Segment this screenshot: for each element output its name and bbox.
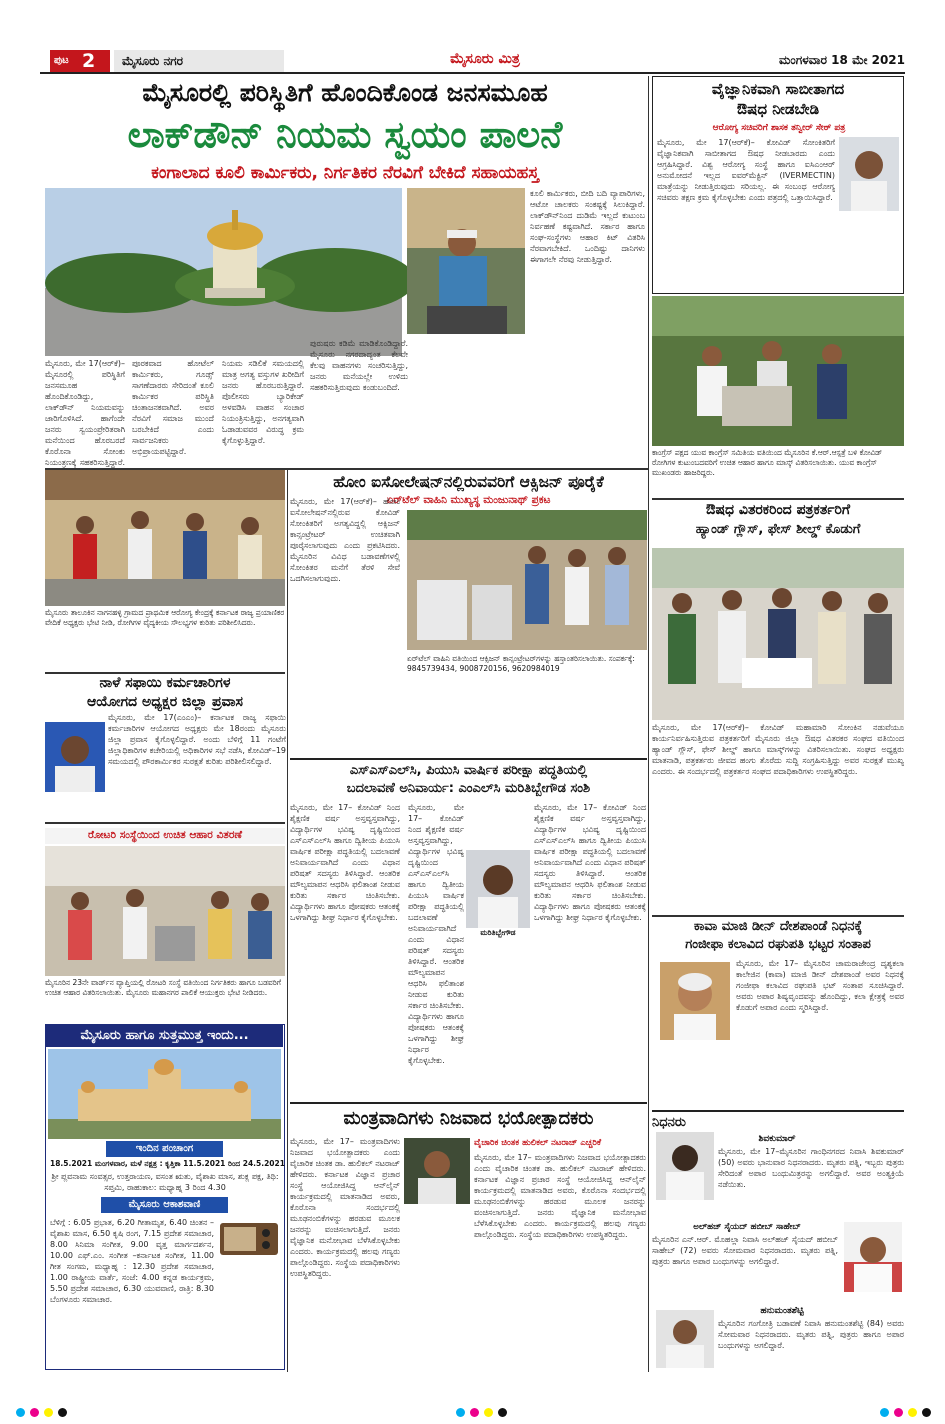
oxygen-body: ಮೈಸೂರು, ಮೇ 17(ಆರ್‌ಕೆ)– ಹೋಂ ಐಸೋಲೇಷನ್‌ನಲ್ಲಿರುವ ಕೋವಿಡ್ ಸೋಂಕಿತರಿಗೆ ಅಗತ್ಯವಿದ್ದಲ್ಲಿ ಆಕ್ಸಿಜನ್ ಕಾನ್ಸಂಟ್ರೇಟರ್ ಉಚಿತವಾಗಿ ಪೂರೈಸಲಾಗುವುದು ಎಂದು ಪ್ರಕಟಿಸಿದರು. ಮೈಸೂರಿನ ವಿವಿಧ ಬಡಾವಣೆಗಳಲ್ಲಿ ಸೋಂಕಿತರ ಮನೆಗೆ ತೆರಳಿ ಸೇವೆ ಒದಗಿಸಲಾಗುವುದು. [290,497,400,583]
safai-body: ಮೈಸೂರು, ಮೇ 17(ಎಂಎಂ)– ಕರ್ನಾಟಕ ರಾಜ್ಯ ಸಫಾಯಿ ಕರ್ಮಚಾರಿಗಳ ಆಯೋಗದ ಅಧ್ಯಕ್ಷರು ಮೇ 18ರಂದು ಮೈಸೂರು ಜಿಲ್ಲಾ ಪ್ರವಾಸ ಕೈಗೊಳ್ಳಲಿದ್ದಾರೆ. ಅಂದು ಬೆಳಿಗ್ಗೆ 11 ಗಂಟೆಗೆ ಜಿಲ್ಲಾಧಿಕಾರಿಗಳ ಕಚೇರಿಯಲ್ಲಿ ಅಧಿಕಾರಿಗಳ ಸಭೆ ನಡೆಸಿ, ಕೋವಿಡ್–19 ಸಮಯದಲ್ಲಿ ಪೌರಕಾರ್ಮಿಕರ ಸುರಕ್ಷತೆ ಕುರಿತು ಪರಿಶೀಲಿಸಲಿದ್ದಾರೆ. [108,713,286,766]
mla-portrait [839,137,899,211]
page-label: ಪುಟ [54,55,69,66]
oxygen-photo-illustration [407,510,647,650]
issue-date: ಮಂಗಳವಾರ 18 ಮೇ 2021 [778,53,905,67]
lead-photo-worker [407,188,525,334]
page-number: 2 [82,50,96,72]
ivermectin-kicker: ಆರೋಗ್ಯ ಸಚಿವರಿಗೆ ಶಾಸಕ ತನ್ವೀರ್ ಸೇಠ್ ಪತ್ರ [712,123,846,133]
section-rule [45,672,285,674]
mlc-photo-caption: ಮರಿತಿಬ್ಬೇಗೌಡ [480,928,516,937]
lead-kicker: ಮೈಸೂರಲ್ಲಿ ಪರಿಸ್ಥಿತಿಗೆ ಹೊಂದಿಕೊಂಡ ಜನಸಮೂಹ [142,78,548,107]
rotary-photo [45,846,285,976]
tantric-story [290,1102,647,1372]
lead-column-2: ಪೂರಕವಾದ ಹೋಟೆಲ್ ಕಾರ್ಮಿಕರು, ಗೂಡ್ಸ್ ಸಾಗಣೆದಾರರು ಸೇರಿದಂತೆ ಕೂಲಿ ಕಾರ್ಮಿಕರ ಪರಿಸ್ಥಿತಿ ಚಿಂತಾಜನಕವಾಗಿದೆ. ಅವರ ನೆರವಿಗೆ ಸಮಾಜ ಮುಂದೆ ಬರಬೇಕಿದೆ ಎಂದು ಸಾರ್ವಜನಿಕರು ಅಭಿಪ್ರಾಯಪಟ್ಟಿದ್ದಾರೆ. [132,359,214,456]
page-header [40,48,905,74]
natraj-photo-illustration [404,1138,470,1204]
palace-photo-illustration [48,1049,281,1139]
registration-dot-cyan [456,1408,465,1417]
today-box [45,1024,285,1370]
ivermectin-headline-1: ವೈಜ್ಞಾನಿಕವಾಗಿ ಸಾಬೀತಾಗದ [711,80,845,98]
radio-icon [218,1217,280,1257]
rural-health-photo-illustration [45,470,285,606]
obit-portrait-2-illustration [844,1222,902,1292]
congress-photo-illustration [652,296,904,446]
journalists-photo-illustration [652,548,904,720]
safai-headline-1: ನಾಳೆ ಸಫಾಯಿ ಕರ್ಮಚಾರಿಗಳ [99,675,231,691]
obit-body-1: ಮೈಸೂರು, ಮೇ 17–ಮೈಸೂರಿನ ಗಾಂಧಿನಗರದ ನಿವಾಸಿ ಶಿವಕುಮಾರ್ (50) ಅವರು ಭಾನುವಾರ ನಿಧನರಾದರು. ಮೃತರು ಪತ್ನಿ, ಇಬ್ಬರು ಪುತ್ರರು ಸೇರಿದಂತೆ ಅಪಾರ ಬಂಧುಮಿತ್ರರನ್ನು ಅಗಲಿದ್ದಾರೆ. ಅವರ ಅಂತ್ಯಕ್ರಿಯೆ ನಡೆಯಿತು. [718,1147,904,1189]
registration-dot-black [58,1408,67,1417]
registration-dot-yellow [908,1408,917,1417]
ivermectin-body: ಮೈಸೂರು, ಮೇ 17(ಆರ್‌ಕೆ)– ಕೋವಿಡ್ ಸೋಂಕಿತರಿಗೆ ವೈಜ್ಞಾನಿಕವಾಗಿ ಸಾಬೀತಾಗದ ಔಷಧ ನೀಡಬಾರದು ಎಂದು ಆಗ್ರಹಿಸಿದ್ದಾರೆ. ವಿಶ್ವ ಆರೋಗ್ಯ ಸಂಸ್ಥೆ ಹಾಗೂ ಐಸಿಎಂಆರ್ ಅನುಮೋದನೆ ಇಲ್ಲದ ಐವರ್‌ಮೆಕ್ಟಿನ್ (IVERMECTIN) ಮಾತ್ರೆಯನ್ನು ನೀಡುತ್ತಿರುವುದು ಸರಿಯಲ್ಲ. ಈ ಸಂಬಂಧ ಆರೋಗ್ಯ ಸಚಿವರು ತಕ್ಷಣ ಕ್ರಮ ಕೈಗೊಳ್ಳಬೇಕು ಎಂದು ಪತ್ರದಲ್ಲಿ ಒತ್ತಾಯಿಸಿದ್ದಾರೆ. [657,138,835,202]
obit-deshpande-headline-1: ಕಾವಾ ಮಾಜಿ ಡೀನ್ ದೇಶಪಾಂಡೆ ನಿಧನಕ್ಕೆ [693,919,863,934]
obituaries [652,1110,904,1372]
registration-dot-magenta [30,1408,39,1417]
oxygen-photo [407,510,647,650]
lead-photo-park [45,188,402,356]
park-photo-illustration [45,188,402,356]
obit-deshpande-body: ಮೈಸೂರು, ಮೇ 17– ಮೈಸೂರಿನ ಚಾಮರಾಜೇಂದ್ರ ದೃಶ್ಯಕಲಾ ಕಾಲೇಜಿನ (ಕಾವಾ) ಮಾಜಿ ಡೀನ್ ದೇಶಪಾಂಡೆ ಅವರ ನಿಧನಕ್ಕೆ ಗಂಜೀಫಾ ಕಲಾವಿದ ರಘುಪತಿ ಭಟ್ ಸಂತಾಪ ಸೂಚಿಸಿದ್ದಾರೆ. ಅವರು ಅಪಾರ ಶಿಷ್ಯವೃಂದವನ್ನು ಹೊಂದಿದ್ದು, ಕಲಾ ಕ್ಷೇತ್ರಕ್ಕೆ ಅವರ ಕೊಡುಗೆ ಅಪಾರ ಎಂದು ಸ್ಮರಿಸಿದ್ದಾರೆ. [736,959,904,1012]
radio-schedule: ಬೆಳಿಗ್ಗೆ : 6.05 ಪ್ರಭಾತ, 6.20 ಗೀತಾಮೃತ, 6.40 ಚಿಂತನ –ವೈಶಾಖ ಮಾಸ, 6.50 ಕೃಷಿ ರಂಗ, 7.15 ಪ್ರದೇಶ ಸಮಾಚಾರ, 8.00 ಸಿನಿಮಾ ಸಂಗೀತ, 9.00 ವೃತ್ತ ಮಾರ್ಗದರ್ಶನ, 10.00 ಎಫ್.ಎಂ. ಸಂಗೀತ –ಕರ್ನಾಟಕ ಸಂಗೀತ, 11.00 ಗೀತ ಸಂಗಮ, ಮಧ್ಯಾಹ್ನ : 12.30 ಪ್ರದೇಶ ಸಮಾಚಾರ, 1.00 ರಾಷ್ಟ್ರೀಯ ವಾರ್ತೆ, ಸಂಜೆ: 4.00 ಕನ್ನಡ ಕಾರ್ಯಕ್ರಮ, 5.50 ಪ್ರದೇಶ ಸಮಾಚಾರ, 6.30 ಯುವವಾಣಿ, ರಾತ್ರಿ: 8.30 ಬೆಂಗಳೂರು ಸಮಾಚಾರ. [50,1218,214,1304]
column-rule [648,76,649,1372]
lead-subhead: ಕಂಗಾಲಾದ ಕೂಲಿ ಕಾರ್ಮಿಕರು, ನಿರ್ಗತಿಕರ ನೆರವಿಗೆ ಬೇಕಿದೆ ಸಹಾಯಹಸ್ತ [151,163,539,183]
obit-portrait-1-illustration [656,1132,714,1200]
obit-name-3: ಹನುಮಂತಶೆಟ್ಟಿ [760,1306,804,1316]
ivermectin-story [652,76,904,294]
registration-dot-black [922,1408,931,1417]
panchanga-title: ಇಂದಿನ ಪಂಚಾಂಗ [106,1141,223,1157]
journalists-headline-2: ಹ್ಯಾಂಡ್ ಗ್ಲೌಸ್, ಫೇಸ್ ಶೀಲ್ಡ್ ಕೊಡುಗೆ [695,522,861,537]
rotary-headline: ರೋಟರಿ ಸಂಸ್ಥೆಯಿಂದ ಉಚಿತ ಆಹಾರ ವಿತರಣೆ [87,829,243,841]
masthead: ಮೈಸೂರು ಮಿತ್ರ [450,51,520,67]
tantric-kicker: ವೈಚಾರಿಕ ಚಿಂತಕ ಹುಲಿಕಲ್ ನಟರಾಜ್ ಎಚ್ಚರಿಕೆ [474,1138,602,1148]
sslc-body-col-3: ಮೈಸೂರು, ಮೇ 17– ಕೋವಿಡ್ ನಿಂದ ಶೈಕ್ಷಣಿಕ ವರ್ಷ ಅಸ್ತವ್ಯಸ್ತವಾಗಿದ್ದು, ವಿದ್ಯಾರ್ಥಿಗಳ ಭವಿಷ್ಯ ದೃಷ್ಟಿಯಿಂದ ಎಸ್‌ಎಸ್‌ಎಲ್‌ಸಿ ಹಾಗೂ ದ್ವಿತೀಯ ಪಿಯುಸಿ ವಾರ್ಷಿಕ ಪರೀಕ್ಷಾ ಪದ್ಧತಿಯಲ್ಲಿ ಬದಲಾವಣೆ ಅನಿವಾರ್ಯವಾಗಿದೆ ಎಂದು ವಿಧಾನ ಪರಿಷತ್ ಸದಸ್ಯರು ತಿಳಿಸಿದ್ದಾರೆ. ಆಂತರಿಕ ಮೌಲ್ಯಮಾಪನ ಆಧರಿಸಿ ಫಲಿತಾಂಶ ನೀಡುವ ಕುರಿತು ಸರ್ಕಾರ ಚಿಂತಿಸಬೇಕು. ವಿದ್ಯಾರ್ಥಿಗಳು ಹಾಗೂ ಪೋಷಕರು ಆತಂಕಕ್ಕೆ ಒಳಗಾಗಿದ್ದು ಶೀಘ್ರ ನಿರ್ಧಾರ ಕೈಗೊಳ್ಳಬೇಕು. [534,803,646,922]
section-rule [45,468,648,470]
congress-caption: ಕಾಂಗ್ರೆಸ್ ಪಕ್ಷದ ಯುವ ಕಾಂಗ್ರೆಸ್ ಸಮಿತಿಯ ವತಿಯಿಂದ ಮೈಸೂರಿನ ಕೆ.ಆರ್.ಆಸ್ಪತ್ರೆ ಬಳಿ ಕೋವಿಡ್ ರೋಗಿಗಳ ಕುಟುಂಬದವರಿಗೆ ಉಚಿತ ಆಹಾರ ಹಾಗೂ ಮಾಸ್ಕ್ ವಿತರಿಸಲಾಯಿತು. ಯುವ ಕಾಂಗ್ರೆಸ್ ಮುಖಂಡರು ಹಾಜರಿದ್ದರು. [652,448,883,477]
column-rule [287,470,288,1372]
panchanga-date: 18.5.2021 ಮಂಗಳವಾರ, ಮಳೆ ನಕ್ಷತ್ರ : ಕೃತ್ತಿಕಾ 11.5.2021 ರಿಂದ 24.5.2021 [50,1159,285,1168]
palace-photo [48,1049,281,1139]
registration-dot-yellow [44,1408,53,1417]
obituaries-title: ನಿಧನರು [652,1115,686,1130]
journalists-photo [652,548,904,720]
journalists-headline-1: ಔಷಧ ವಿತರಕರಿಂದ ಪತ್ರಕರ್ತರಿಗೆ [705,502,851,518]
mla-portrait-illustration [839,137,899,211]
registration-dot-black [498,1408,507,1417]
obit-portrait-3 [656,1310,714,1368]
chairman-portrait-illustration [45,722,105,792]
tantric-body-col-2: ಮೈಸೂರು, ಮೇ 17– ಮಂತ್ರವಾದಿಗಳು ನಿಜವಾದ ಭಯೋತ್ಪಾದಕರು ಎಂದು ವೈಚಾರಿಕ ಚಿಂತಕ ಡಾ. ಹುಲಿಕಲ್ ನಟರಾಜ್ ಹೇಳಿದರು. ಕರ್ನಾಟಕ ವಿಜ್ಞಾನ ಪ್ರಚಾರ ಸಂಸ್ಥೆ ಆಯೋಜಿಸಿದ್ದ ಆನ್‌ಲೈನ್ ಕಾರ್ಯಕ್ರಮದಲ್ಲಿ ಮಾತನಾಡಿದ ಅವರು, ಕೊರೊನಾ ಸಂದರ್ಭದಲ್ಲಿ ಮೂಢನಂಬಿಕೆಗಳನ್ನು ಹರಡುವ ಮೂಲಕ ಜನರನ್ನು ವಂಚಿಸಲಾಗುತ್ತಿದೆ. ಜನರು ವೈಜ್ಞಾನಿಕ ಮನೋಭಾವ ಬೆಳೆಸಿಕೊಳ್ಳಬೇಕು ಎಂದರು. ಕಾರ್ಯಕ್ರಮದಲ್ಲಿ ಹಲವು ಗಣ್ಯರು ಪಾಲ್ಗೊಂಡಿದ್ದರು. ಸಂಸ್ಥೆಯ ಪದಾಧಿಕಾರಿಗಳು ಉಪಸ್ಥಿತರಿದ್ದರು. [474,1153,646,1239]
obit-portrait-3-illustration [656,1310,714,1368]
oxygen-kicker: ಏರ್‌ಟೆಲ್ ವಾಹಿನಿ ಮುಖ್ಯಸ್ಥ ಮಂಜುನಾಥ್ ಪ್ರಕಟ [386,494,551,506]
radio-title: ಮೈಸೂರು ಆಕಾಶವಾಣಿ [101,1197,228,1213]
registration-dot-yellow [484,1408,493,1417]
panchanga-body: ಶ್ರೀ ಪ್ಲವನಾಮ ಸಂವತ್ಸರ, ಉತ್ತರಾಯಣ, ವಸಂತ ಋತು, ವೈಶಾಖ ಮಾಸ, ಶುಕ್ಲ ಪಕ್ಷ, ತಿಥಿ: ಸಪ್ತಮಿ, ರಾಹುಕಾಲ: ಮಧ್ಯಾಹ್ನ 3 ರಿಂದ 4.30 [51,1172,279,1192]
congress-photo [652,296,904,446]
natraj-photo [404,1138,470,1204]
mlc-portrait-illustration [466,850,530,928]
tantric-body-col-1: ಮೈಸೂರು, ಮೇ 17– ಮಂತ್ರವಾದಿಗಳು ನಿಜವಾದ ಭಯೋತ್ಪಾದಕರು ಎಂದು ವೈಚಾರಿಕ ಚಿಂತಕ ಡಾ. ಹುಲಿಕಲ್ ನಟರಾಜ್ ಹೇಳಿದರು. ಕರ್ನಾಟಕ ವಿಜ್ಞಾನ ಪ್ರಚಾರ ಸಂಸ್ಥೆ ಆಯೋಜಿಸಿದ್ದ ಆನ್‌ಲೈನ್ ಕಾರ್ಯಕ್ರಮದಲ್ಲಿ ಮಾತನಾಡಿದ ಅವರು, ಕೊರೊನಾ ಸಂದರ್ಭದಲ್ಲಿ ಮೂಢನಂಬಿಕೆಗಳನ್ನು ಹರಡುವ ಮೂಲಕ ಜನರನ್ನು ವಂಚಿಸಲಾಗುತ್ತಿದೆ. ಜನರು ವೈಜ್ಞಾನಿಕ ಮನೋಭಾವ ಬೆಳೆಸಿಕೊಳ್ಳಬೇಕು ಎಂದರು. ಕಾರ್ಯಕ್ರಮದಲ್ಲಿ ಹಲವು ಗಣ್ಯರು ಪಾಲ್ಗೊಂಡಿದ್ದರು. ಸಂಸ್ಥೆಯ ಪದಾಧಿಕಾರಿಗಳು ಉಪಸ್ಥಿತರಿದ್ದರು. [290,1137,400,1278]
ivermectin-headline-2: ಔಷಧ ನೀಡಬೇಡಿ [736,100,820,118]
lead-column-3: ನಿಯಮ ಸಡಿಲಿಕೆ ಸಮಯದಲ್ಲಿ ಮಾತ್ರ ಅಗತ್ಯ ವಸ್ತುಗಳ ಖರೀದಿಗೆ ಜನರು ಹೊರಬರುತ್ತಿದ್ದಾರೆ. ಪೊಲೀಸರು ಬ್ಯಾರಿಕೇಡ್ ಅಳವಡಿಸಿ ವಾಹನ ಸಂಚಾರ ನಿಯಂತ್ರಿಸುತ್ತಿದ್ದು, ಅನಗತ್ಯವಾಗಿ ಓಡಾಡುವವರ ವಿರುದ್ಧ ಕ್ರಮ ಕೈಗೊಳ್ಳುತ್ತಿದ್ದಾರೆ. [222,359,304,445]
sslc-headline-1: ಎಸ್‌ಎಸ್‌ಎಲ್‌ಸಿ, ಪಿಯುಸಿ ವಾರ್ಷಿಕ ಪರೀಕ್ಷಾ ಪದ್ಧತಿಯಲ್ಲಿ [349,763,588,778]
oxygen-caption: ಏರ್‌ಟೆಲ್ ವಾಹಿನಿ ವತಿಯಿಂದ ಆಕ್ಸಿಜನ್ ಕಾನ್ಸಂಟ್ರೇಟರ್‌ಗಳನ್ನು ಹಸ್ತಾಂತರಿಸಲಾಯಿತು. ಸಂಪರ್ಕಕ್ಕೆ: 9845739434, 9008720156, 9620984019 [407,654,635,673]
safai-chairman-portrait [45,722,105,792]
registration-dot-magenta [894,1408,903,1417]
obit-body-2: ಮೈಸೂರಿನ ಎನ್.ಆರ್. ಮೊಹಲ್ಲಾ ನಿವಾಸಿ ಅಲ್‌ಹಜ್ ಸೈಯದ್ ಹಬೀಬ್ ಸಾಹೇಬ್ (72) ಅವರು ಸೋಮವಾರ ನಿಧನರಾದರು. ಮೃತರು ಪತ್ನಿ, ಪುತ್ರರು ಹಾಗೂ ಅಪಾರ ಬಂಧುಗಳನ್ನು ಅಗಲಿದ್ದಾರೆ. [652,1235,838,1266]
page-number-badge [50,50,110,72]
rotary-caption: ಮೈಸೂರಿನ 23ನೇ ವಾರ್ಡ್‌ನ ವ್ಯಾಪ್ತಿಯಲ್ಲಿ ರೋಟರಿ ಸಂಸ್ಥೆ ವತಿಯಿಂದ ನಿರ್ಗತಿಕರು ಹಾಗೂ ಬಡವರಿಗೆ ಉಚಿತ ಆಹಾರ ವಿತರಿಸಲಾಯಿತು. ಮೈಸೂರು ಮಹಾನಗರ ಪಾಲಿಕೆ ಆಯುಕ್ತರು ಭೇಟಿ ನೀಡಿದರು. [45,978,282,997]
obit-body-3: ಮೈಸೂರಿನ ಗಂಗೋತ್ರಿ ಬಡಾವಣೆ ನಿವಾಸಿ ಹನುಮಂತಶೆಟ್ಟಿ (84) ಅವರು ಸೋಮವಾರ ನಿಧನರಾದರು. ಮೃತರು ಪತ್ನಿ, ಪುತ್ರರು ಹಾಗೂ ಅಪಾರ ಬಂಧುಗಳನ್ನು ಅಗಲಿದ್ದಾರೆ. [718,1319,904,1350]
rural-health-photo [45,470,285,606]
mlc-portrait [466,850,530,928]
sslc-story [290,758,647,1098]
lead-headline: ಲಾಕ್‌ಡೌನ್ ನಿಯಮ ಸ್ವಯಂ ಪಾಲನೆ [127,113,563,156]
lead-column-4: ಪುರುಷರು ಕಡಿಮೆ ಮಾಡಿಕೊಂಡಿದ್ದಾರೆ. ಮೈಸೂರು ನಗರದಾದ್ಯಂತ ಕೆಲವೇ ಕೆಲವು ವಾಹನಗಳು ಸಂಚರಿಸುತ್ತಿದ್ದು, ಜನರು ಮನೆಯಲ್ಲೇ ಉಳಿದು ಸಹಕರಿಸುತ್ತಿರುವುದು ಕಂಡುಬಂದಿದೆ. [310,339,408,392]
registration-dot-magenta [470,1408,479,1417]
obit-name-1: ಶಿವಕುಮಾರ್ [758,1134,796,1144]
lead-column-5: ಕೂಲಿ ಕಾರ್ಮಿಕರು, ಬೀದಿ ಬದಿ ವ್ಯಾಪಾರಿಗಳು, ಆಟೋ ಚಾಲಕರು ಸಂಕಷ್ಟಕ್ಕೆ ಸಿಲುಕಿದ್ದಾರೆ. ಲಾಕ್‌ಡೌನ್‌ನಿಂದ ದುಡಿಮೆ ಇಲ್ಲದೆ ಕುಟುಂಬ ನಿರ್ವಹಣೆ ಕಷ್ಟವಾಗಿದೆ. ಸರ್ಕಾರ ಹಾಗೂ ಸಂಘ-ಸಂಸ್ಥೆಗಳು ಆಹಾರ ಕಿಟ್ ವಿತರಿಸಿ ನೆರವಾಗಬೇಕಿದೆ. ಒಂದಿಷ್ಟು ದಾನಿಗಳು ಈಗಾಗಲೇ ನೆರವು ನೀಡುತ್ತಿದ್ದಾರೆ. [530,189,645,264]
obit-portrait-1 [656,1132,714,1200]
rotary-photo-illustration [45,846,285,976]
section-rule [652,498,904,500]
lead-column-1: ಮೈಸೂರು, ಮೇ 17(ಆರ್‌ಕೆ)– ಮೈಸೂರಲ್ಲಿ ಪರಿಸ್ಥಿತಿಗೆ ಜನಸಮೂಹ ಹೊಂದಿಕೊಂಡಿದ್ದು, ಲಾಕ್‌ಡೌನ್ ನಿಯಮವನ್ನು ಜಾರಿಗೊಳಿಸಿದೆ. ಹಾಗೆಂದೇ ಜನರು ಸ್ವಯಂಪ್ರೇರಿತರಾಗಿ ಮನೆಯಿಂದ ಹೊರಬರದೆ ಕೊರೊನಾ ಸೋಂಕು ನಿಯಂತ್ರಣಕ್ಕೆ ಸಹಕರಿಸುತ್ತಿದ್ದಾರೆ. [45,359,125,467]
oxygen-headline: ಹೋಂ ಐಸೋಲೇಷನ್‌ನಲ್ಲಿರುವವರಿಗೆ ಆಕ್ಸಿಜನ್ ಪೂರೈಕೆ [333,473,604,491]
sslc-headline-2: ಬದಲಾವಣೆ ಅನಿವಾರ್ಯ: ಎಂಎಲ್‌ಸಿ ಮರಿತಿಬ್ಬೇಗೌಡ ಸಂಶಿ [346,781,591,796]
rotary-headline-bar [45,828,285,844]
registration-dot-cyan [16,1408,25,1417]
radio-set-illustration [218,1217,280,1257]
section-name: ಮೈಸೂರು ನಗರ [114,50,284,72]
rural-health-caption: ಮೈಸೂರು ತಾಲೂಕಿನ ನಾಗನಹಳ್ಳಿ ಗ್ರಾಮದ ಪ್ರಾಥಮಿಕ ಆರೋಗ್ಯ ಕೇಂದ್ರಕ್ಕೆ ಕರ್ನಾಟಕ ರಾಜ್ಯ ಪ್ರಯಾಣಿಕರ ವೇದಿಕೆ ಅಧ್ಯಕ್ಷರು ಭೇಟಿ ನೀಡಿ, ರೋಗಿಗಳ ವೈದ್ಯಕೀಯ ಸೌಲಭ್ಯಗಳ ಕುರಿತು ಪರಿಶೀಲಿಸಿದರು. [45,608,285,627]
registration-dot-cyan [880,1408,889,1417]
journalists-body: ಮೈಸೂರು, ಮೇ 17(ಆರ್‌ಕೆ)– ಕೋವಿಡ್ ಮಹಾಮಾರಿ ಸೋಂಕಿನ ನಡುವೆಯೂ ಕಾರ್ಯನಿರ್ವಹಿಸುತ್ತಿರುವ ಪತ್ರಕರ್ತರಿಗೆ ಮೈಸೂರು ಜಿಲ್ಲಾ ಔಷಧ ವಿತರಕರ ಸಂಘದ ವತಿಯಿಂದ ಹ್ಯಾಂಡ್ ಗ್ಲೌಸ್, ಫೇಸ್ ಶೀಲ್ಡ್ ಹಾಗೂ ಮಾಸ್ಕ್‌ಗಳನ್ನು ವಿತರಿಸಲಾಯಿತು. ಸಂಘದ ಅಧ್ಯಕ್ಷರು ಮಾತನಾಡಿ, ಪತ್ರಕರ್ತರು ಜೀವದ ಹಂಗು ತೊರೆದು ಸುದ್ದಿ ಸಂಗ್ರಹಿಸುತ್ತಿದ್ದು ಅವರ ಸುರಕ್ಷತೆ ಮುಖ್ಯ ಎಂದರು. ಈ ಸಂದರ್ಭದಲ್ಲಿ ಪತ್ರಕರ್ತರ ಸಂಘದ ಪದಾಧಿಕಾರಿಗಳು ಉಪಸ್ಥಿತರಿದ್ದರು. [652,723,904,776]
obit-deshpande-headline-2: ಗಂಜೀಫಾ ಕಲಾವಿದ ರಘುಪತಿ ಭಟ್ಟರ ಸಂತಾಪ [685,937,871,952]
tantric-headline: ಮಂತ್ರವಾದಿಗಳು ನಿಜವಾದ ಭಯೋತ್ಪಾದಕರು [343,1108,594,1129]
sslc-body-col-1: ಮೈಸೂರು, ಮೇ 17– ಕೋವಿಡ್ ನಿಂದ ಶೈಕ್ಷಣಿಕ ವರ್ಷ ಅಸ್ತವ್ಯಸ್ತವಾಗಿದ್ದು, ವಿದ್ಯಾರ್ಥಿಗಳ ಭವಿಷ್ಯ ದೃಷ್ಟಿಯಿಂದ ಎಸ್‌ಎಸ್‌ಎಲ್‌ಸಿ ಹಾಗೂ ದ್ವಿತೀಯ ಪಿಯುಸಿ ವಾರ್ಷಿಕ ಪರೀಕ್ಷಾ ಪದ್ಧತಿಯಲ್ಲಿ ಬದಲಾವಣೆ ಅನಿವಾರ್ಯವಾಗಿದೆ ಎಂದು ವಿಧಾನ ಪರಿಷತ್ ಸದಸ್ಯರು ತಿಳಿಸಿದ್ದಾರೆ. ಆಂತರಿಕ ಮೌಲ್ಯಮಾಪನ ಆಧರಿಸಿ ಫಲಿತಾಂಶ ನೀಡುವ ಕುರಿತು ಸರ್ಕಾರ ಚಿಂತಿಸಬೇಕು. ವಿದ್ಯಾರ್ಥಿಗಳು ಹಾಗೂ ಪೋಷಕರು ಆತಂಕಕ್ಕೆ ಒಳಗಾಗಿದ್ದು ಶೀಘ್ರ ನಿರ್ಧಾರ ಕೈಗೊಳ್ಳಬೇಕು. [290,803,400,922]
obit-name-2: ಅಲ್‌ಹಜ್ ಸೈಯದ್ ಹಬೀಬ್ ಸಾಹೇಬ್ [693,1222,801,1232]
section-rule [45,822,285,824]
section-rule [652,915,904,917]
sslc-body-col-2: ಮೈಸೂರು, ಮೇ 17– ಕೋವಿಡ್ ನಿಂದ ಶೈಕ್ಷಣಿಕ ವರ್ಷ ಅಸ್ತವ್ಯಸ್ತವಾಗಿದ್ದು, ವಿದ್ಯಾರ್ಥಿಗಳ ಭವಿಷ್ಯ ದೃಷ್ಟಿಯಿಂದ ಎಸ್‌ಎಸ್‌ಎಲ್‌ಸಿ ಹಾಗೂ ದ್ವಿತೀಯ ಪಿಯುಸಿ ವಾರ್ಷಿಕ ಪರೀಕ್ಷಾ ಪದ್ಧತಿಯಲ್ಲಿ ಬದಲಾವಣೆ ಅನಿವಾರ್ಯವಾಗಿದೆ ಎಂದು ವಿಧಾನ ಪರಿಷತ್ ಸದಸ್ಯರು ತಿಳಿಸಿದ್ದಾರೆ. ಆಂತರಿಕ ಮೌಲ್ಯಮಾಪನ ಆಧರಿಸಿ ಫಲಿತಾಂಶ ನೀಡುವ ಕುರಿತು ಸರ್ಕಾರ ಚಿಂತಿಸಬೇಕು. ವಿದ್ಯಾರ್ಥಿಗಳು ಹಾಗೂ ಪೋಷಕರು ಆತಂಕಕ್ಕೆ ಒಳಗಾಗಿದ್ದು ಶೀಘ್ರ ನಿರ್ಧಾರ ಕೈಗೊಳ್ಳಬೇಕು. [408,803,464,1065]
safai-headline-2: ಆಯೋಗದ ಅಧ್ಯಕ್ಷರ ಜಿಲ್ಲಾ ಪ್ರವಾಸ [87,694,243,710]
obit-portrait-2 [844,1222,902,1292]
worker-photo-illustration [407,188,525,334]
today-title: ಮೈಸೂರು ಹಾಗೂ ಸುತ್ತಮುತ್ತ ಇಂದು... [46,1025,283,1047]
